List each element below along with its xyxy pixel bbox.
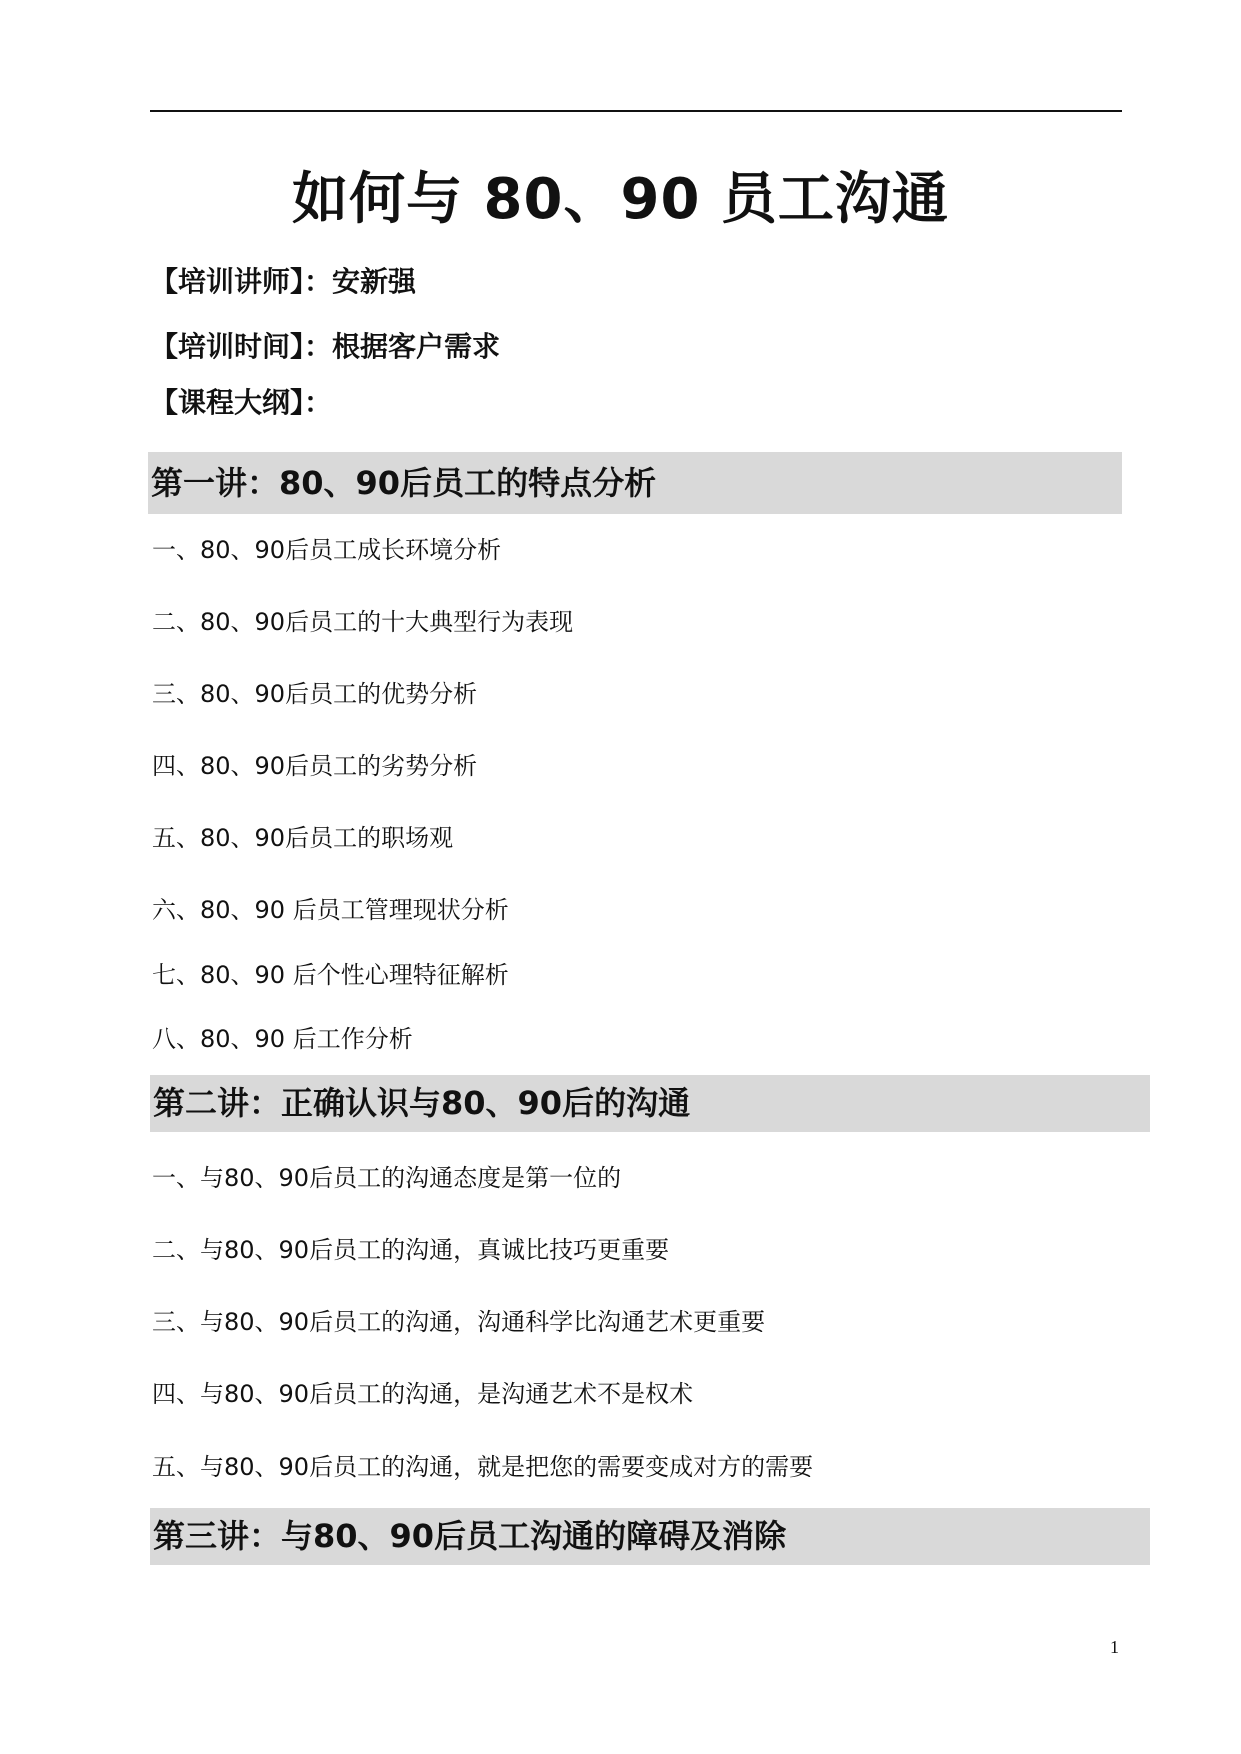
list-item: 二、与80、90后员工的沟通，真诚比技巧更重要: [152, 1236, 670, 1264]
header-rule: [150, 110, 1122, 112]
list-item: 七、80、90 后个性心理特征解析: [152, 961, 509, 989]
list-item: 八、80、90 后工作分析: [152, 1025, 413, 1053]
list-item: 五、与80、90后员工的沟通，就是把您的需要变成对方的需要: [152, 1453, 814, 1481]
section-band-2: [150, 1075, 1150, 1132]
page-number: 1: [1110, 1637, 1119, 1657]
list-item: 二、80、90后员工的十大典型行为表现: [152, 608, 574, 636]
list-item: 一、80、90后员工成长环境分析: [152, 536, 502, 564]
section-title: 第一讲：80、90后员工的特点分析: [151, 464, 657, 502]
trainer-line: 【培训讲师】：安新强: [150, 265, 417, 298]
section-title: 第二讲：正确认识与80、90后的沟通: [153, 1084, 691, 1122]
list-item: 六、80、90 后员工管理现状分析: [152, 896, 509, 924]
list-item: 四、与80、90后员工的沟通，是沟通艺术不是权术: [152, 1380, 694, 1408]
course-outline-label: 【课程大纲】：: [150, 386, 333, 419]
list-item: 三、80、90后员工的优势分析: [152, 680, 478, 708]
training-time-line: 【培训时间】：根据客户需求: [150, 330, 501, 363]
section-title: 第三讲：与80、90后员工沟通的障碍及消除: [153, 1517, 787, 1555]
section-band-1: [148, 452, 1122, 514]
list-item: 四、80、90后员工的劣势分析: [152, 752, 478, 780]
list-item: 一、与80、90后员工的沟通态度是第一位的: [152, 1164, 622, 1192]
document-title: 如何与 80、90 员工沟通: [292, 167, 949, 232]
section-band-3: [150, 1508, 1150, 1565]
list-item: 三、与80、90后员工的沟通，沟通科学比沟通艺术更重要: [152, 1308, 766, 1336]
list-item: 五、80、90后员工的职场观: [152, 824, 454, 852]
